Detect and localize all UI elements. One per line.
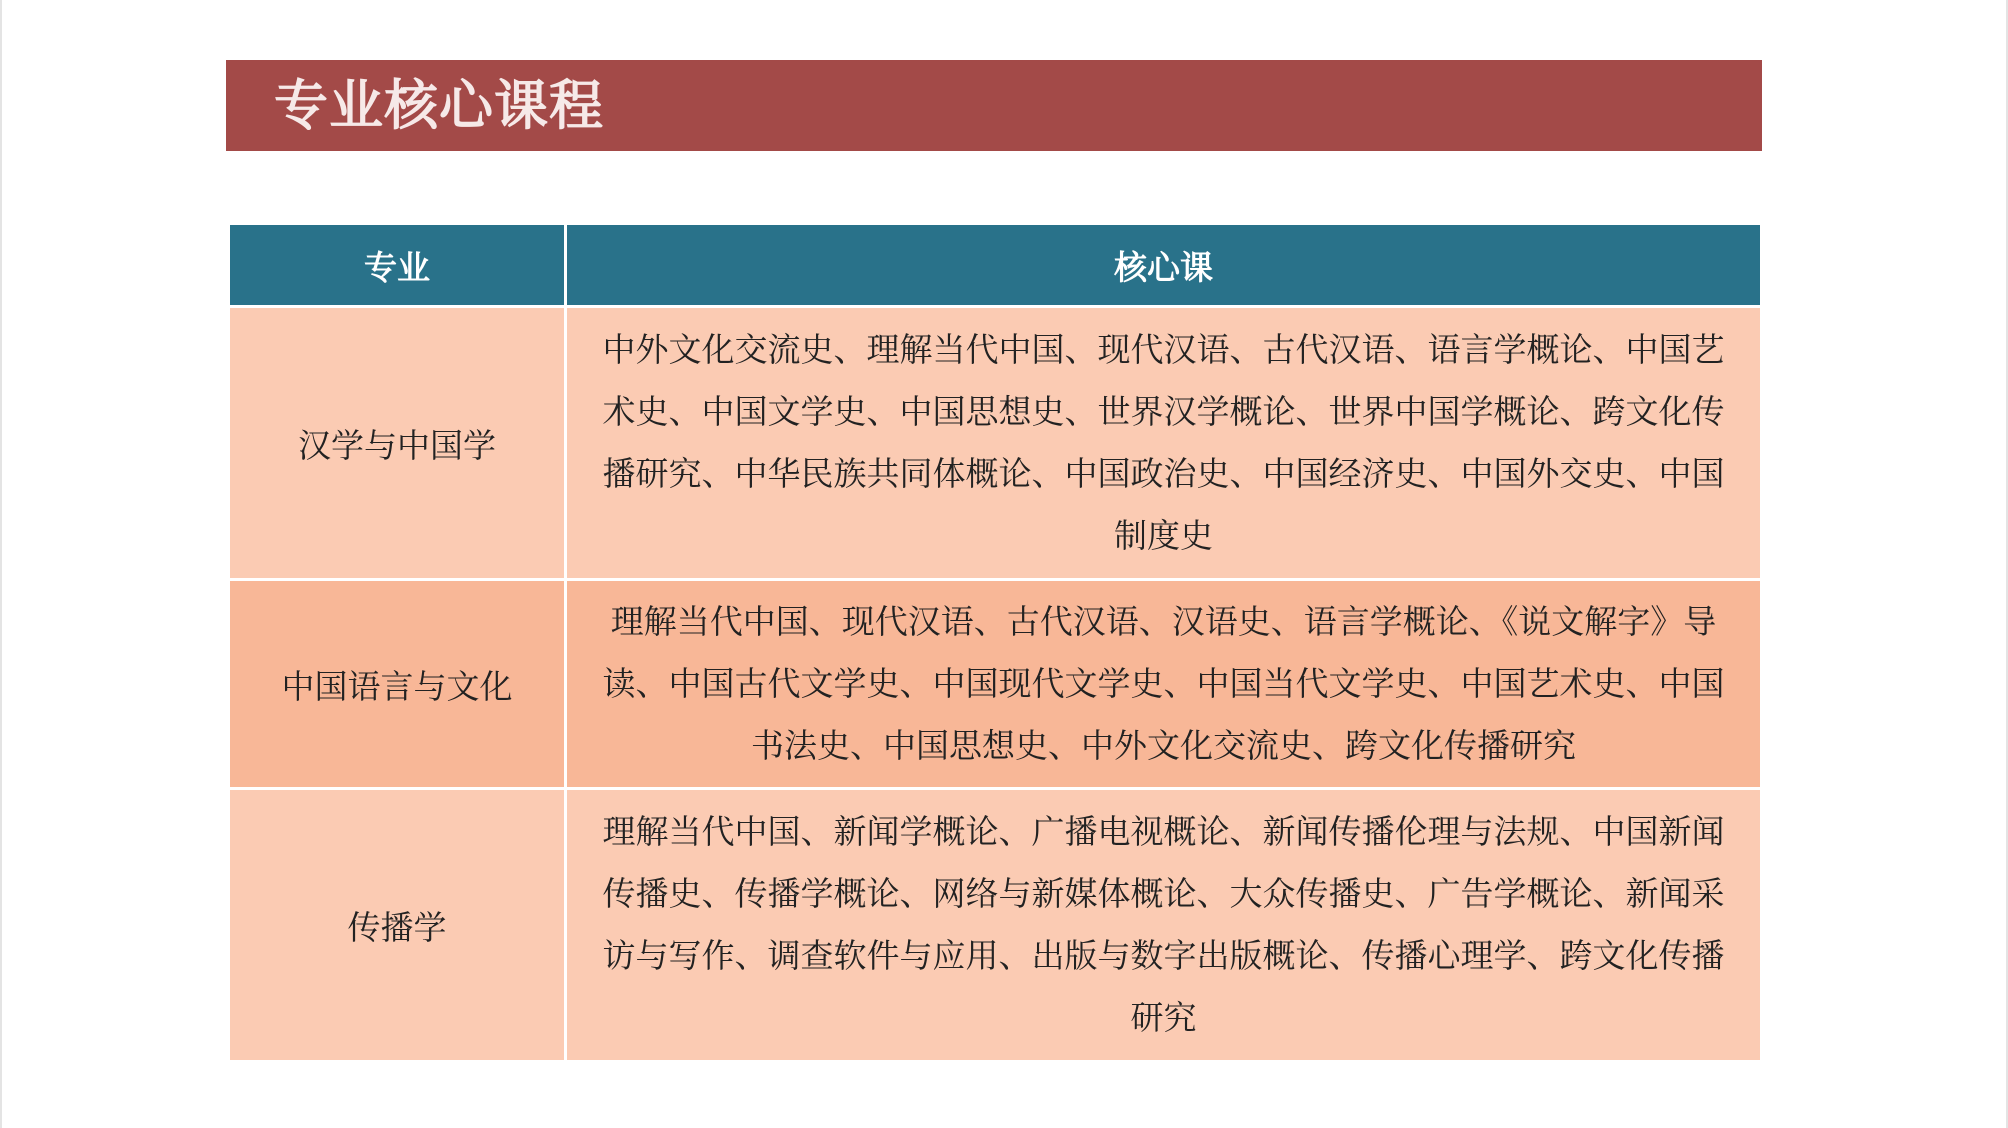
courses-cell: 中外文化交流史、理解当代中国、现代汉语、古代汉语、语言学概论、中国艺术史、中国文学史、中国思想史、世界汉学概论、世界中国学概论、跨文化传播研究、中华民族共同体概论、中国政治史、中国经济史、中国外交史、中国制度史 [566, 307, 1762, 580]
table-header-row [229, 224, 1762, 307]
table-row [229, 789, 1762, 1062]
header-courses: 核心课 [566, 224, 1762, 307]
courses-cell: 理解当代中国、新闻学概论、广播电视概论、新闻传播伦理与法规、中国新闻传播史、传播学概论、网络与新媒体概论、大众传播史、广告学概论、新闻采访与写作、调查软件与应用、出版与数字出版概论、传播心理学、跨文化传播研究 [566, 789, 1762, 1062]
table-row [229, 580, 1762, 789]
major-cell: 传播学 [229, 789, 566, 1062]
title-bar [226, 60, 1762, 151]
table-row [229, 307, 1762, 580]
courses-cell: 理解当代中国、现代汉语、古代汉语、汉语史、语言学概论、《说文解字》导读、中国古代文学史、中国现代文学史、中国当代文学史、中国艺术史、中国书法史、中国思想史、中外文化交流史、跨文化传播研究 [566, 580, 1762, 789]
major-cell: 中国语言与文化 [229, 580, 566, 789]
course-table [227, 222, 1763, 1063]
header-major: 专业 [229, 224, 566, 307]
page-title: 专业核心课程 [274, 74, 604, 137]
major-cell: 汉学与中国学 [229, 307, 566, 580]
